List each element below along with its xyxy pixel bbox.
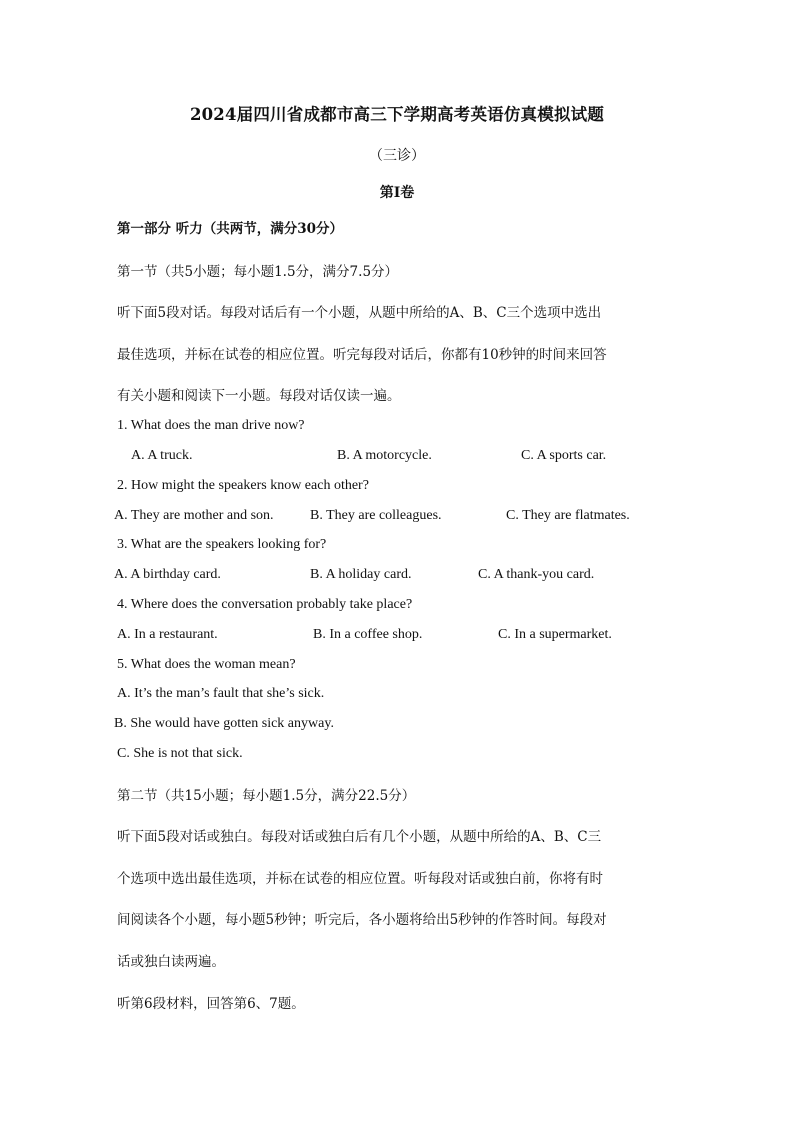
section2-instruction-line: 听下面5段对话或独白。每段对话或独白后有几个小题，从题中所给的A、B、C三	[117, 829, 602, 845]
option-b: B. In a coffee shop.	[313, 627, 423, 642]
section1-instruction-line: 最佳选项，并标在试卷的相应位置。听完每段对话后，你都有10秒钟的时间来回答	[117, 347, 607, 363]
question-stem: 2. How might the speakers know each other?	[117, 478, 369, 493]
option-c: C. A thank-you card.	[478, 567, 595, 582]
section2-instruction-line: 个选项中选出最佳选项，并标在试卷的相应位置。听每段对话或独白前，你将有时	[117, 871, 603, 887]
option-c: C. She is not that sick.	[117, 746, 243, 761]
option-c: C. In a supermarket.	[498, 627, 612, 642]
section2-instruction-line: 话或独白读两遍。	[117, 954, 225, 970]
question-stem: 4. Where does the conversation probably take place?	[117, 597, 413, 612]
section1-heading: 第一节（共5小题；每小题1.5分，满分7.5分）	[117, 264, 399, 280]
option-a: A. A birthday card.	[114, 567, 221, 582]
option-a: A. They are mother and son.	[114, 508, 274, 523]
option-c: C. A sports car.	[521, 448, 607, 463]
option-a: A. In a restaurant.	[117, 627, 218, 642]
option-c: C. They are flatmates.	[506, 508, 630, 523]
question-stem: 1. What does the man drive now?	[117, 418, 305, 433]
question-stem: 5. What does the woman mean?	[117, 657, 296, 672]
option-b: B. She would have gotten sick anyway.	[114, 716, 334, 731]
option-b: B. A motorcycle.	[337, 448, 432, 463]
option-a: A. It’s the man’s fault that she’s sick.	[117, 686, 325, 701]
section1-instruction-line: 有关小题和阅读下一小题。每段对话仅读一遍。	[117, 388, 401, 404]
part1-heading: 第一部分 听力（共两节，满分30分）	[117, 221, 343, 237]
option-b: B. They are colleagues.	[310, 508, 442, 523]
section2-heading: 第二节（共15小题；每小题1.5分，满分22.5分）	[117, 788, 416, 804]
volume-label: 第Ⅰ卷	[379, 185, 415, 201]
section2-instruction-line: 间阅读各个小题，每小题5秒钟；听完后，各小题将给出5秒钟的作答时间。每段对	[117, 912, 607, 928]
section1-instruction-line: 听下面5段对话。每段对话后有一个小题，从题中所给的A、B、C三个选项中选出	[117, 305, 602, 321]
question-stem: 3. What are the speakers looking for?	[117, 537, 327, 552]
material-note: 听第6段材料，回答第6、7题。	[117, 996, 305, 1012]
exam-subtitle: （三诊）	[369, 148, 425, 164]
exam-title: 2024届四川省成都市高三下学期高考英语仿真模拟试题	[189, 105, 605, 124]
option-a: A. A truck.	[131, 448, 193, 463]
option-b: B. A holiday card.	[310, 567, 412, 582]
